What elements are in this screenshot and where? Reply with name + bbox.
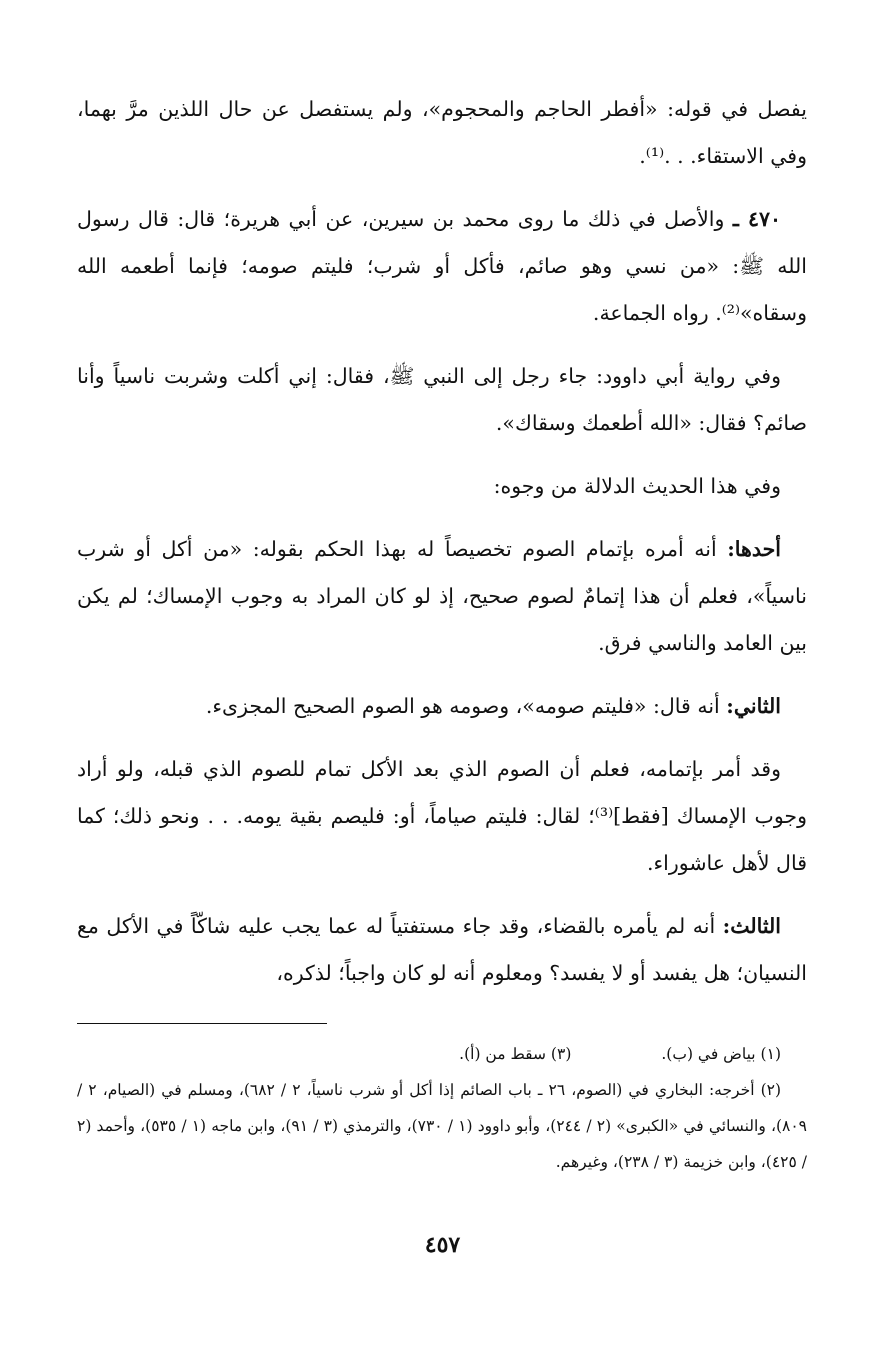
paragraph-1-text: يفصل في قوله: «أفطر الحاجم والمحجوم»، ولم يستفصل عن حال اللذين مرَّ بهما، وفي الاستقاء. . .⁽¹⁾. bbox=[77, 97, 807, 168]
first-aspect-text: أنه أمره بإتمام الصوم تخصيصاً له بهذا الحكم بقوله: «من أكل أو شرب ناسياً»، فعلم أن هذا إتمامٌ لصوم صحيح، إذ لو كان المراد به وجوب الإمساك؛ لم يكن بين العامد والناسي فرق. bbox=[77, 537, 807, 655]
footnote-2: (٢) أخرجه: البخاري في (الصوم، ٢٦ ـ باب الصائم إذا أكل أو شرب ناسياً، ٢ / ٦٨٢)، ومسلم في (الصيام، ٢ / ٨٠٩)، والنسائي في «الكبرى» (٢ / ٢٤٤)، وأبو داوود (١ / ٧٣٠)، والترمذي (٣ / ٩١)، وابن ماجه (١ / ٥٣٥)، وأحمد (٢ / ٤٢٥)، وابن خزيمة (٣ / ٢٣٨)، وغيرهم. bbox=[77, 1081, 808, 1171]
footnote-3: (٣) سقط من (أ). bbox=[459, 1045, 572, 1063]
paragraph-second-aspect bbox=[77, 683, 807, 730]
hadith-number: ٤٧٠ ـ bbox=[732, 207, 781, 231]
footnote-divider bbox=[77, 1023, 327, 1024]
page-number: ٤٥٧ bbox=[424, 1232, 461, 1258]
paragraph-aspects-intro bbox=[77, 463, 807, 510]
second-aspect-text: أنه قال: «فليتم صومه»، وصومه هو الصوم الصحيح المجزىء. bbox=[205, 694, 720, 718]
paragraph-first-aspect bbox=[77, 526, 807, 667]
paragraph-third-aspect bbox=[77, 903, 807, 997]
second-aspect-label: الثاني: bbox=[726, 694, 781, 718]
paragraph-1 bbox=[77, 86, 807, 180]
paragraph-470-text: والأصل في ذلك ما روى محمد بن سيرين، عن أبي هريرة؛ قال: قال رسول الله ﷺ: «من نسي وهو صائم، فأكل أو شرب؛ فليتم صومه؛ فإنما أطعمه الله وسقاه»⁽²⁾. رواه الجماعة. bbox=[77, 207, 807, 325]
footnote-row-1-3 bbox=[77, 1036, 807, 1072]
third-aspect-text: أنه لم يأمره بالقضاء، وقد جاء مستفتياً له عما يجب عليه شاكّاً في الأكل مع النسيان؛ هل يفسد أو لا يفسد؟ ومعلوم أنه لو كان واجباً؛ لذكره، bbox=[77, 914, 807, 985]
footnote-1: (١) بياض في (ب). bbox=[661, 1045, 781, 1063]
third-aspect-label: الثالث: bbox=[722, 914, 781, 938]
first-aspect-label: أحدها: bbox=[727, 537, 781, 561]
page-body bbox=[77, 86, 807, 1180]
paragraph-completion-text: وقد أمر بإتمامه، فعلم أن الصوم الذي بعد الأكل تمام للصوم الذي قبله، ولو أراد وجوب الإمساك [فقط]⁽³⁾؛ لقال: فليتم صياماً، أو: فليصم بقية يومه. . . ونحو ذلك؛ كما قال لأهل عاشوراء. bbox=[77, 757, 808, 875]
paragraph-abu-dawud bbox=[77, 353, 807, 447]
paragraph-aspects-intro-text: وفي هذا الحديث الدلالة من وجوه: bbox=[493, 474, 781, 498]
paragraph-completion bbox=[77, 746, 807, 887]
footnotes bbox=[77, 1036, 807, 1180]
paragraph-abu-dawud-text: وفي رواية أبي داوود: جاء رجل إلى النبي ﷺ، فقال: إني أكلت وشربت ناسياً وأنا صائم؟ فقال: «الله أطعمك وسقاك». bbox=[77, 364, 807, 435]
paragraph-470 bbox=[77, 196, 807, 337]
